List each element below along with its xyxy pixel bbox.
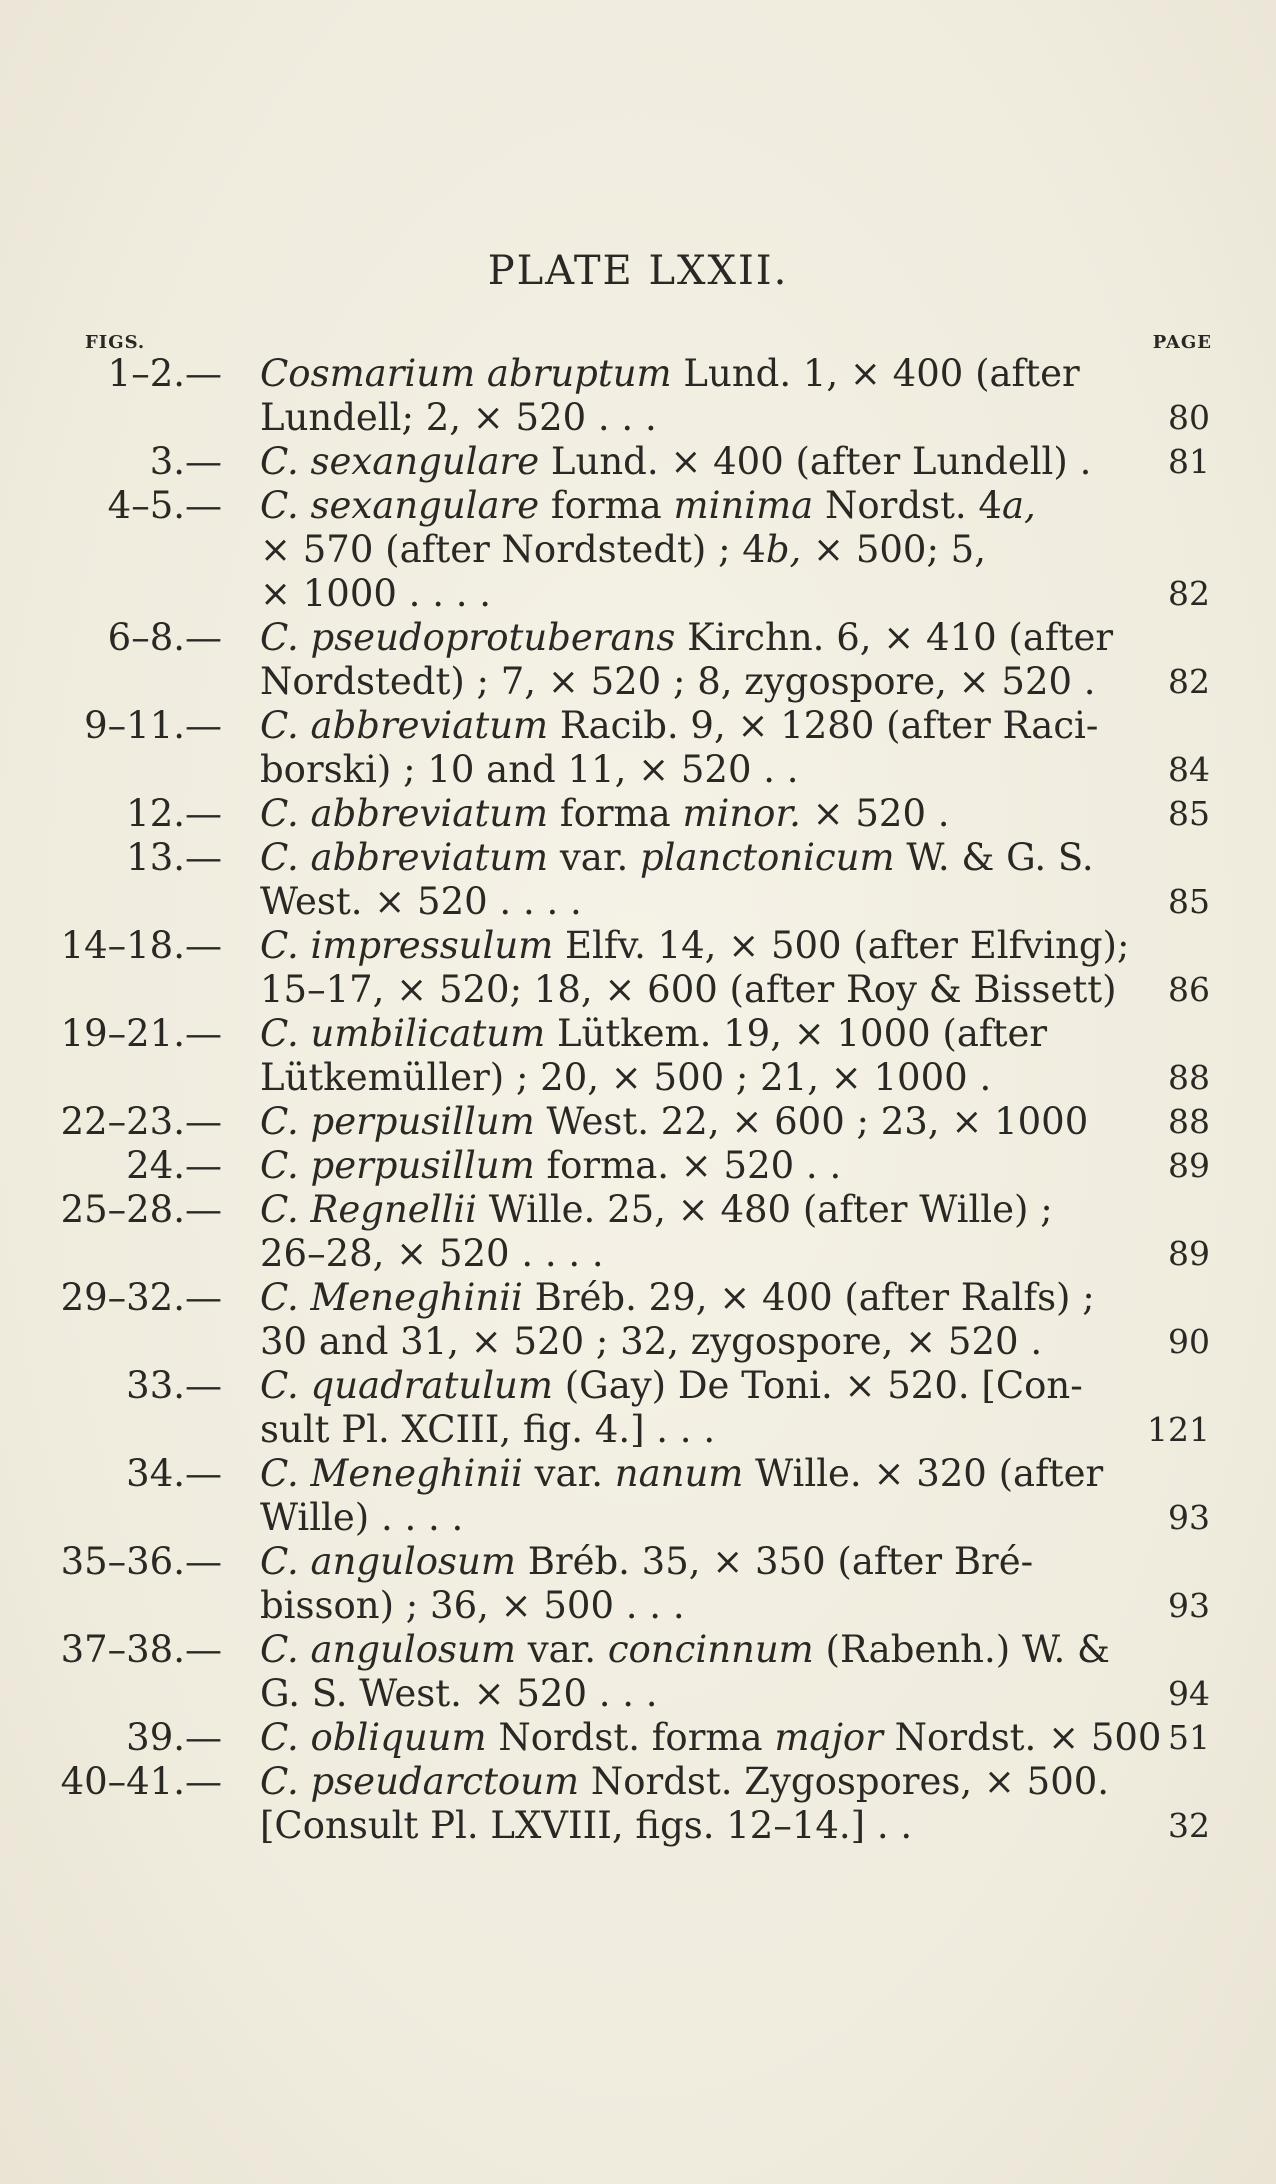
italic-text: a, [1001,484,1036,527]
text-segment: Elfv. 14, × 500 (after Elfving); [553,924,1130,967]
figure-description [260,1056,1110,1100]
text-segment: Nordst. 4 [813,484,1002,527]
figure-description [260,1408,1110,1452]
figure-number: 14–18.— [60,924,222,967]
page-number: 86 [1168,970,1210,1009]
entry-line [0,528,1276,572]
italic-text: C. Meneghinii [260,1452,523,1495]
figure-description [260,1012,1110,1056]
page-number: 94 [1168,1674,1210,1713]
text-segment: 30 and 31, × 520 ; 32, zygospore, × 520 . [260,1320,1043,1363]
entry-line [0,748,1276,792]
figure-description [260,528,1110,572]
italic-text: C. umbilicatum [260,1012,546,1055]
text-segment: G. S. West. × 520 . . . [260,1672,658,1715]
figure-description [260,1232,1110,1276]
page-column-header: PAGE [1152,332,1212,353]
page-number: 88 [1168,1102,1210,1141]
text-segment: Lütkemüller) ; 20, × 500 ; 21, × 1000 . [260,1056,992,1099]
figure-description [260,1100,1110,1144]
text-segment: Wille. × 320 (after [743,1452,1104,1495]
page-number: 82 [1168,574,1210,613]
entry-line [0,1364,1276,1408]
text-segment: Lund. 1, × 400 (after [671,352,1080,395]
figs-column-header: FIGS. [85,332,146,353]
figure-entry [0,440,1276,484]
entry-line [0,924,1276,968]
figure-description [260,1496,1110,1540]
figure-entry [0,1144,1276,1188]
figure-description [260,1804,1110,1848]
figure-number: 37–38.— [60,1628,222,1671]
italic-text: planctonicum [639,836,895,879]
figure-description [260,1320,1110,1364]
entry-line [0,1012,1276,1056]
entry-line [0,1056,1276,1100]
figure-entry [0,1364,1276,1452]
text-segment: [Consult Pl. LXVIII, figs. 12–14.] . . [260,1804,913,1847]
figure-description [260,1628,1110,1672]
entry-line [0,1452,1276,1496]
figure-number: 25–28.— [60,1188,222,1231]
figure-number: 19–21.— [60,1012,222,1055]
figure-description [260,1584,1110,1628]
figure-description [260,1760,1110,1804]
entry-line [0,396,1276,440]
figure-number: 12.— [126,792,222,835]
figure-number: 3.— [149,440,222,483]
page-number: 121 [1147,1410,1210,1449]
figure-description [260,572,1110,616]
figure-number: 22–23.— [60,1100,222,1143]
figure-description [260,396,1110,440]
plate-title: PLATE LXXII. [487,248,789,294]
text-segment: Nordstedt) ; 7, × 520 ; 8, zygospore, × 520 . [260,660,1096,703]
page-number: 88 [1168,1058,1210,1097]
page-number: 93 [1168,1498,1210,1537]
figure-description [260,1144,1110,1188]
figure-number: 40–41.— [60,1760,222,1803]
figure-description [260,616,1114,660]
italic-text: C. impressulum [260,924,554,967]
figure-list [0,352,1276,1848]
page-number: 84 [1168,750,1210,789]
figure-description [260,1716,1162,1760]
figure-entry [0,1628,1276,1716]
figure-number: 13.— [126,836,222,879]
text-segment: var. [522,1452,615,1495]
figure-entry [0,1188,1276,1276]
figure-entry [0,704,1276,792]
italic-text: C. Meneghinii [260,1276,523,1319]
figure-number: 35–36.— [60,1540,222,1583]
italic-text: C. sexangulare [260,440,540,483]
figure-entry [0,484,1276,616]
italic-text: Cosmarium abruptum [260,352,672,395]
entry-line [0,1540,1276,1584]
entry-line [0,968,1276,1012]
entry-line [0,660,1276,704]
figure-number: 6–8.— [107,616,222,659]
figure-description [260,484,1110,528]
figure-number: 33.— [126,1364,222,1407]
text-segment: Nordst. forma [486,1716,775,1759]
entry-line [0,1496,1276,1540]
text-segment: Bréb. 29, × 400 (after Ralfs) ; [522,1276,1095,1319]
text-segment: Racib. 9, × 1280 (after Raci- [548,704,1099,747]
text-segment: borski) ; 10 and 11, × 520 . . [260,748,799,791]
entry-line [0,1144,1276,1188]
italic-text: minima [673,484,814,527]
text-segment: Kirchn. 6, × 410 (after [675,616,1114,659]
figure-entry [0,1452,1276,1540]
entry-line [0,704,1276,748]
entry-line [0,616,1276,660]
entry-line [0,1100,1276,1144]
figure-description [260,792,1110,836]
italic-text: C. angulosum [260,1540,516,1583]
entry-line [0,1188,1276,1232]
text-segment: Nordst. × 500 [882,1716,1162,1759]
text-segment: var. [548,836,640,879]
italic-text: C. abbreviatum [260,792,549,835]
figure-number: 39.— [126,1716,222,1759]
entry-line [0,484,1276,528]
page-number: 82 [1168,662,1210,701]
figure-entry [0,1276,1276,1364]
italic-text: C. perpusillum [260,1100,535,1143]
text-segment: × 1000 . . . . [260,572,492,615]
figure-description [260,1672,1110,1716]
italic-text: minor. [682,792,801,835]
figure-number: 1–2.— [107,352,222,395]
figure-entry [0,1716,1276,1760]
text-segment: × 500; 5, [801,528,986,571]
text-segment: var. [515,1628,608,1671]
text-segment: Lütkem. 19, × 1000 (after [545,1012,1048,1055]
text-segment: forma [539,484,674,527]
text-segment: West. 22, × 600 ; 23, × 1000 [534,1100,1089,1143]
text-segment: forma. × 520 . . [534,1144,842,1187]
figure-description [260,704,1110,748]
entry-line [0,836,1276,880]
text-segment: Wille. 25, × 480 (after Wille) ; [477,1188,1053,1231]
italic-text: nanum [614,1452,744,1495]
italic-text: C. perpusillum [260,1144,535,1187]
italic-text: C. pseudoprotuberans [260,616,676,659]
text-segment: West. × 520 . . . . [260,880,582,923]
text-segment: W. & G. S. [894,836,1094,879]
text-segment: sult Pl. XCIII, fig. 4.] . . . [260,1408,716,1451]
figure-number: 29–32.— [60,1276,222,1319]
figure-description [260,968,1117,1012]
figure-description [260,660,1110,704]
page-number: 80 [1168,398,1210,437]
italic-text: C. abbreviatum [260,836,549,879]
figure-number: 4–5.— [107,484,222,527]
figure-description [260,1364,1110,1408]
figure-entry [0,616,1276,704]
figure-description [260,880,1110,924]
figure-description [260,924,1130,968]
italic-text: concinnum [607,1628,814,1671]
figure-entry [0,792,1276,836]
italic-text: C. quadratulum [260,1364,553,1407]
figure-entry [0,924,1276,1012]
figure-entry [0,352,1276,440]
page-number: 51 [1168,1718,1210,1757]
italic-text: C. Regnellii [260,1188,478,1231]
entry-line [0,1804,1276,1848]
text-segment: (Gay) De Toni. × 520. [Con- [552,1364,1083,1407]
page-number: 89 [1168,1146,1210,1185]
figure-description [260,352,1110,396]
page-number: 93 [1168,1586,1210,1625]
page-number: 32 [1168,1806,1210,1845]
entry-line [0,1584,1276,1628]
figure-description [260,748,1110,792]
entry-line [0,1320,1276,1364]
text-segment: 26–28, × 520 . . . . [260,1232,604,1275]
italic-text: C. obliquum [260,1716,487,1759]
figure-entry [0,1100,1276,1144]
entry-line [0,440,1276,484]
figure-description [260,1276,1110,1320]
page-number: 85 [1168,882,1210,921]
page-number: 81 [1168,442,1210,481]
entry-line [0,880,1276,924]
entry-line [0,572,1276,616]
italic-text: C. sexangulare [260,484,540,527]
text-segment: Lundell; 2, × 520 . . . [260,396,657,439]
page-number: 89 [1168,1234,1210,1273]
text-segment: forma [548,792,683,835]
text-segment: bisson) ; 36, × 500 . . . [260,1584,685,1627]
figure-description [260,1452,1110,1496]
entry-line [0,1760,1276,1804]
text-segment: Lund. × 400 (after Lundell) . [539,440,1092,483]
entry-line [0,1276,1276,1320]
italic-text: C. pseudarctoum [260,1760,580,1803]
page-number: 85 [1168,794,1210,833]
entry-line [0,352,1276,396]
italic-text: major [774,1716,883,1759]
figure-description [260,440,1110,484]
text-segment: 15–17, × 520; 18, × 600 (after Roy & Bissett) [260,968,1117,1011]
figure-number: 34.— [126,1452,222,1495]
entry-line [0,1628,1276,1672]
page-number: 90 [1168,1322,1210,1361]
italic-text: C. abbreviatum [260,704,549,747]
figure-number: 9–11.— [84,704,222,747]
figure-description [260,1540,1110,1584]
text-segment: Bréb. 35, × 350 (after Bré- [515,1540,1034,1583]
text-segment: (Rabenh.) W. & [813,1628,1110,1671]
figure-entry [0,1540,1276,1628]
text-segment: Nordst. Zygospores, × 500. [579,1760,1110,1803]
text-segment: × 570 (after Nordstedt) ; 4 [260,528,766,571]
figure-number: 24.— [126,1144,222,1187]
italic-text: b, [765,528,802,571]
entry-line [0,1232,1276,1276]
figure-entry [0,1760,1276,1848]
text-segment: × 520 . [800,792,950,835]
text-segment: Wille) . . . . [260,1496,464,1539]
figure-entry [0,1012,1276,1100]
figure-description [260,836,1110,880]
entry-line [0,792,1276,836]
entry-line [0,1408,1276,1452]
figure-description [260,1188,1110,1232]
entry-line [0,1716,1276,1760]
italic-text: C. angulosum [260,1628,516,1671]
figure-entry [0,836,1276,924]
entry-line [0,1672,1276,1716]
